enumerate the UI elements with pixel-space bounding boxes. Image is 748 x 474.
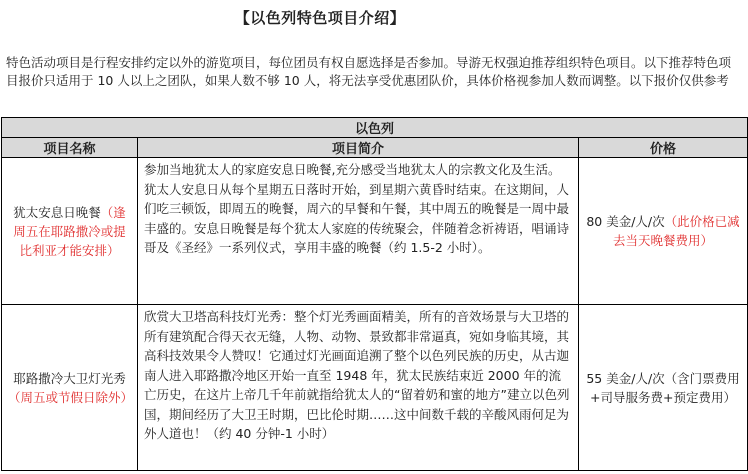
table-row [2, 305, 748, 471]
item-name-cell [2, 305, 138, 471]
table-row [2, 158, 748, 305]
column-header-name: 项目名称 [2, 138, 138, 158]
region-header: 以色列 [2, 118, 748, 138]
item-description: 欣赏大卫塔高科技灯光秀：整个灯光秀画面精美，所有的音效场景与大卫塔的所有建筑配合得天衣无缝，人物、动物、景致都非常逼真，宛如身临其境，其高科技效果令人赞叹！它通过灯光画面追溯了整个以色列民族的历史，从古迦南人进入耶路撒冷地区开始一直至 1948 年，犹太民族结束近 2000 年的流亡历史，在这片上帝几千年前就指给犹太人的“留着奶和蜜的地方”建立以色列国，期间经历了大卫王时期，巴比伦时期……这中间数千载的辛酸风雨何足为外人道也！（约 40 分钟-1 小时） [138, 305, 579, 471]
item-price: 80 美金/人/次 [586, 214, 665, 229]
item-price-cell [579, 158, 748, 305]
item-name: 犹太安息日晚餐 [13, 204, 101, 220]
item-name-note: （周五或节假日除外） [8, 389, 134, 405]
item-name: 耶路撒冷大卫灯光秀 [13, 370, 126, 386]
item-price: 55 美金/人/次（含门票费用+司导服务费+预定费用） [586, 370, 740, 405]
item-description: 参加当地犹太人的家庭安息日晚餐,充分感受当地犹太人的宗教文化及生活。犹太人安息日从每个星期五日落时开始，到星期六黄昏时结束。在这期间，人们吃三顿饭，即周五的晚餐，周六的早餐和午餐，其中周五的晚餐是一周中最丰盛的。安息日晚餐是每个犹太人家庭的传统聚会，伴随着念祈祷语，唱诵诗哥及《圣经》一系列仪式，享用丰盛的晚餐（约 1.5-2 小时）。 [138, 158, 579, 305]
intro-paragraph: 特色活动项目是行程安排约定以外的游览项目，每位团员有权自愿选择是否参加。导游无权强迫推荐组织特色项目。以下推荐特色项目报价只适用于 10 人以上之团队，如果人数不够 10 人，将无法享受优惠团队价，具体价格视参加人数而调整。以下报价仅供参考 [6, 55, 732, 88]
column-header-desc: 项目简介 [138, 138, 579, 158]
item-price-cell [579, 305, 748, 471]
column-header-price: 价格 [579, 138, 748, 158]
page-title: 【以色列特色项目介绍】 [234, 9, 406, 27]
features-table [1, 117, 748, 471]
item-name-note: （逢周五在耶路撒冷或提比利亚才能安排） [13, 204, 126, 258]
item-name-cell [2, 158, 138, 305]
item-price-note: （此价格已减去当天晚餐费用） [613, 214, 740, 248]
